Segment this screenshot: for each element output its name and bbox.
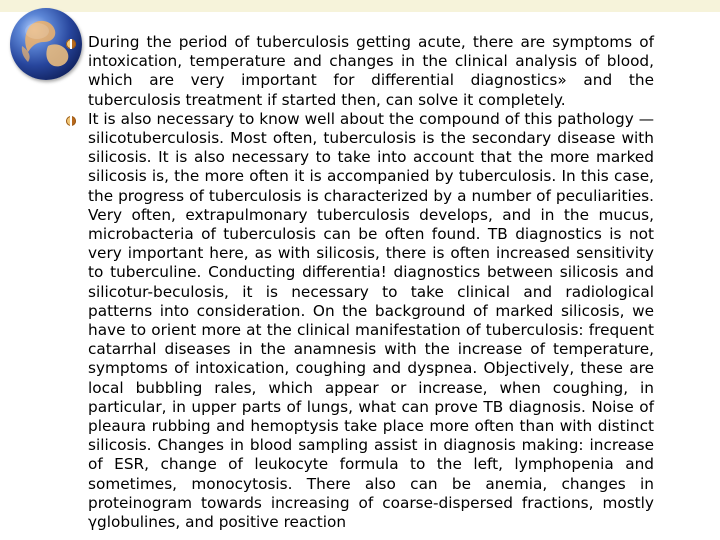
bullet-item-1 <box>66 33 654 110</box>
bullet-icon <box>66 116 76 126</box>
slide-content <box>66 33 654 532</box>
paragraph-2: It is also necessary to know well about the compound of this pathology — silicotuberculosis. Most often, tuberculosis is the secondary disease with silicosis. It is also necessary to take into account that the more marked silicosis is, the more often it is accompanied by tuberculosis. In this case, the progress of tuberculosis is characterized by a number of peculiarities. Very often, extrapulmonary tuberculosis develops, and in the mucus, microbacteria of tuberculosis can be often found. TB diagnostics is not very important here, as with silicosis, there is often increased sensitivity to tuberculine. Conducting differentia! diagnostics between silicosis and silicotur-beculosis, it is necessary to take clinical and radiological patterns into consideration. On the background of marked silicosis, we have to orient more at the clinical manifestation of tuberculosis: frequent catarrhal diseases in the anamnesis with the increase of temperature, symptoms of intoxication, coughing and dyspnea. Objectively, these are local bubbling rales, which appear or increase, when coughing, in particular, in upper parts of lungs, what can prove TB diagnosis. Noise of pleaura rubbing and hemoptysis take place more often than with distinct silicosis. Changes in blood sampling assist in diagnosis making: increase of ESR, change of leukocyte formula to the left, lymphopenia and sometimes, monocytosis. There also can be anemia, changes in proteinogram towards increasing of coarse-dispersed fractions, mostly γglobulines, and positive reaction <box>88 109 654 532</box>
top-band <box>0 0 720 12</box>
bullet-item-2 <box>66 110 654 532</box>
bullet-icon <box>66 39 76 49</box>
paragraph-1: During the period of tuberculosis getting acute, there are symptoms of intoxication, temperature and changes in the clinical analysis of blood, which are very important for differential diagnostics» and the tuberculosis treatment if started then, can solve it completely. <box>88 33 654 109</box>
